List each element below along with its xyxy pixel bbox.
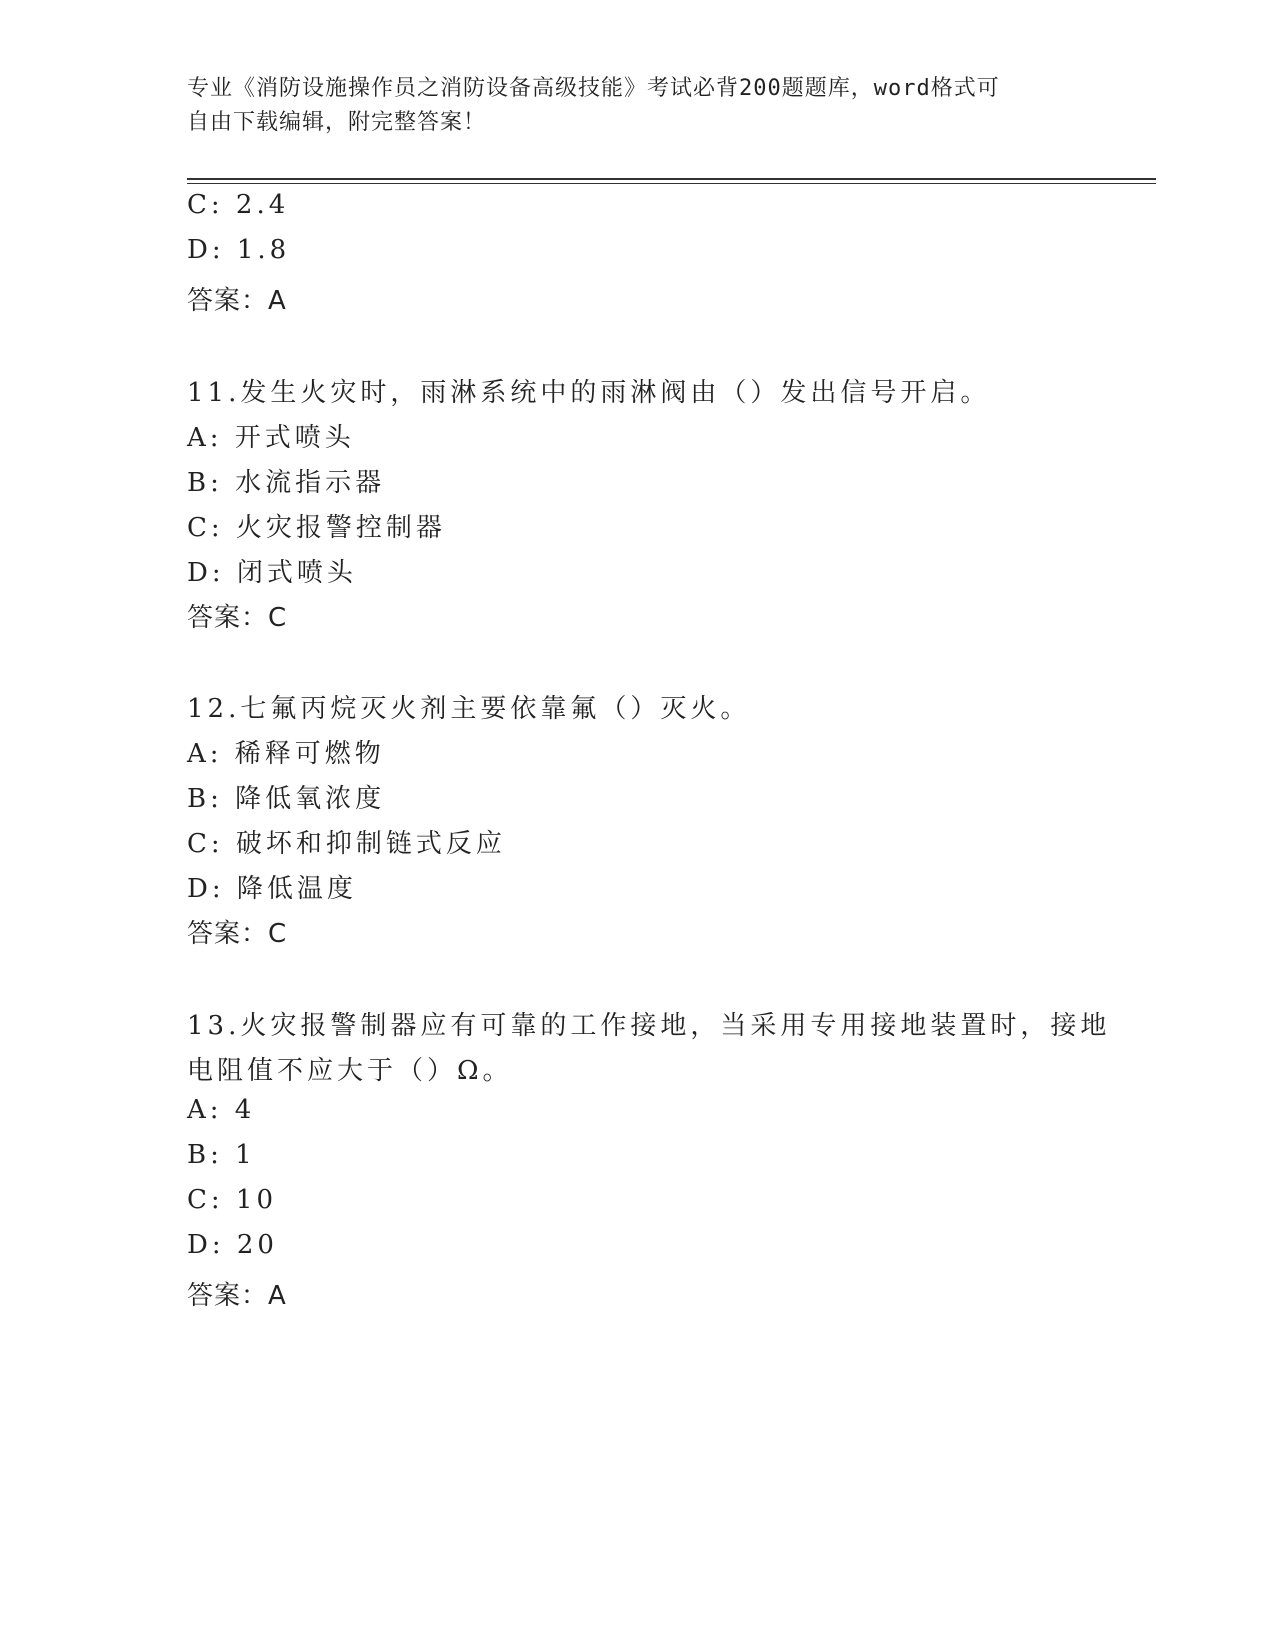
q11-option-d: D: 闭式喷头	[187, 558, 357, 588]
header-divider-thin	[187, 183, 1156, 184]
document-header	[187, 72, 1067, 140]
q13-option-d: D: 20	[187, 1230, 278, 1260]
q13-option-a: A: 4	[187, 1095, 256, 1125]
q13-option-c: C: 10	[187, 1185, 278, 1215]
header-line-2: 自由下载编辑，附完整答案！	[187, 110, 487, 135]
prev-option-c: C: 2.4	[187, 190, 290, 220]
q13-question-line-2: 电阻值不应大于（）Ω。	[187, 1056, 513, 1086]
q11-answer: 答案：C	[187, 603, 288, 633]
q13-answer: 答案：A	[187, 1281, 287, 1311]
q12-option-d: D: 降低温度	[187, 874, 357, 904]
q11-option-c: C: 火灾报警控制器	[187, 513, 446, 543]
q12-question: 12.七氟丙烷灭火剂主要依靠氟（）灭火。	[187, 694, 751, 724]
q11-question: 11.发生火灾时，雨淋系统中的雨淋阀由（）发出信号开启。	[187, 378, 991, 408]
q13-question-line-1: 13.火灾报警制器应有可靠的工作接地，当采用专用接地装置时，接地	[187, 1011, 1111, 1041]
q13-option-b: B: 1	[187, 1140, 256, 1170]
prev-answer: 答案：A	[187, 286, 287, 316]
q12-option-b: B: 降低氧浓度	[187, 784, 386, 814]
q11-option-a: A: 开式喷头	[187, 423, 355, 453]
q12-option-a: A: 稀释可燃物	[187, 739, 385, 769]
q12-answer: 答案：C	[187, 919, 288, 949]
q11-option-b: B: 水流指示器	[187, 468, 386, 498]
header-divider-thick	[187, 178, 1156, 180]
header-line-1: 专业《消防设施操作员之消防设备高级技能》考试必背200题题库，word格式可	[187, 76, 1000, 101]
prev-option-d: D: 1.8	[187, 235, 291, 265]
q12-option-c: C: 破坏和抑制链式反应	[187, 829, 506, 859]
